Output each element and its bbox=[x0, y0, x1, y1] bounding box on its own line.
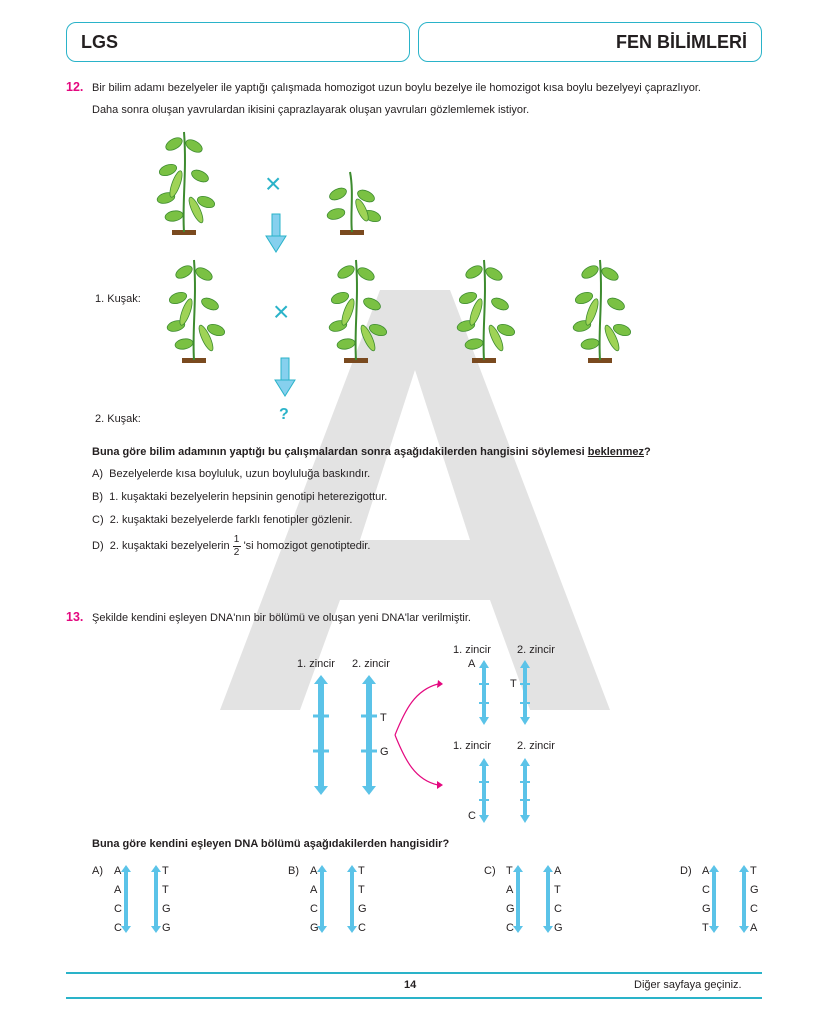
q13-number: 13. bbox=[66, 610, 84, 624]
bottom-base: C bbox=[468, 810, 476, 822]
option-letter: D) bbox=[680, 865, 692, 877]
base-right: G bbox=[162, 903, 171, 915]
gen1-plant bbox=[166, 260, 226, 363]
q12-line2: Daha sonra oluşan yavrulardan ikisini çaprazlayarak oluşan yavruları gözlemlemek istiyor. bbox=[92, 104, 530, 116]
cross-symbol-icon: × bbox=[265, 168, 282, 199]
option-text: 1. kuşaktaki bezelyelerin hepsinin genotipi heterezigottur. bbox=[109, 491, 388, 503]
fraction bbox=[233, 535, 241, 558]
q12-question bbox=[92, 445, 651, 459]
base-left: G bbox=[702, 903, 711, 915]
base-right: G bbox=[750, 884, 759, 896]
option-letter: C) bbox=[92, 514, 104, 526]
option-letter: A) bbox=[92, 865, 103, 877]
option-letter: B) bbox=[288, 865, 299, 877]
parent-tall-plant bbox=[156, 132, 216, 235]
base-left: C bbox=[702, 884, 710, 896]
base-left: T bbox=[506, 865, 513, 877]
base-right: T bbox=[162, 884, 169, 896]
base-right: T bbox=[162, 865, 169, 877]
option-letter: B) bbox=[92, 491, 103, 503]
base-left: T bbox=[702, 922, 709, 934]
q13-intro: Şekilde kendini eşleyen DNA'nın bir bölümü ve oluşan yeni DNA'lar verilmiştir. bbox=[92, 612, 471, 624]
base-right: G bbox=[358, 903, 367, 915]
q12-option-a[interactable] bbox=[92, 467, 370, 481]
next-page-text: Diğer sayfaya geçiniz. bbox=[634, 979, 742, 991]
q12-question-main: Buna göre bilim adamının yaptığı bu çalışmalardan sonra aşağıdakilerden hangisini söylemesi bbox=[92, 446, 588, 458]
q12-number: 12. bbox=[66, 80, 84, 94]
dna-strand-pair-icon bbox=[504, 864, 594, 936]
fraction-denominator: 2 bbox=[233, 546, 240, 558]
option-text: 2. kuşaktaki bezelyelerde farklı fenotipler gözlenir. bbox=[109, 514, 353, 526]
base-left: G bbox=[506, 903, 515, 915]
gen2-label: 2. Kuşak: bbox=[95, 413, 141, 425]
page-number: 14 bbox=[404, 979, 417, 991]
base-left: A bbox=[310, 865, 318, 877]
option-letter: C) bbox=[484, 865, 496, 877]
base-left: C bbox=[506, 922, 514, 934]
base-left: A bbox=[506, 884, 514, 896]
base-right: T bbox=[554, 884, 561, 896]
gen1-plant bbox=[328, 260, 388, 363]
base-right: T bbox=[358, 865, 365, 877]
base-left: C bbox=[310, 903, 318, 915]
base-left: G bbox=[310, 922, 319, 934]
option-text-after: 'si homozigot genotiptedir. bbox=[243, 540, 371, 552]
base-left: A bbox=[702, 865, 710, 877]
unknown-offspring: ? bbox=[279, 406, 289, 423]
q12-question-end: ? bbox=[644, 446, 651, 458]
base-left: C bbox=[114, 903, 122, 915]
option-letter: A) bbox=[92, 468, 103, 480]
base-right: A bbox=[750, 922, 758, 934]
gen1-plant bbox=[572, 260, 632, 363]
q12-option-b[interactable] bbox=[92, 490, 387, 504]
base-right: G bbox=[162, 922, 171, 934]
base-left: A bbox=[310, 884, 318, 896]
base-left: A bbox=[114, 865, 122, 877]
footer-line-top bbox=[66, 972, 762, 974]
base-right: T bbox=[358, 884, 365, 896]
option-text: 2. kuşaktaki bezelyelerin bbox=[109, 540, 230, 552]
q12-option-d[interactable] bbox=[92, 534, 370, 558]
base-right: A bbox=[554, 865, 562, 877]
down-arrow-icon bbox=[275, 358, 295, 396]
q13-option-d[interactable] bbox=[680, 864, 790, 936]
option-letter: D) bbox=[92, 540, 104, 552]
dna-strand-pair-icon bbox=[700, 864, 790, 936]
base-left: C bbox=[114, 922, 122, 934]
orig-base: G bbox=[380, 746, 389, 758]
q12-option-c[interactable] bbox=[92, 513, 352, 527]
exam-name: LGS bbox=[81, 31, 119, 52]
q13-question: Buna göre kendini eşleyen DNA bölümü aşağıdakilerden hangisidir? bbox=[92, 838, 450, 850]
option-text: Bezelyelerde kısa boyluluk, uzun boyluluğa baskındır. bbox=[109, 468, 371, 480]
fraction-numerator: 1 bbox=[233, 533, 240, 545]
cross-symbol-icon: × bbox=[273, 296, 290, 327]
plant-cross-diagram bbox=[0, 0, 828, 440]
bottom-chain2-label: 2. zincir bbox=[517, 740, 555, 752]
top-chain1-label: 1. zincir bbox=[453, 644, 491, 656]
q12-question-emph: beklenmez bbox=[587, 446, 645, 458]
orig-chain2-label: 2. zincir bbox=[352, 658, 390, 670]
orig-chain1-label: 1. zincir bbox=[297, 658, 335, 670]
base-right: T bbox=[750, 865, 757, 877]
bottom-chain1-label: 1. zincir bbox=[453, 740, 491, 752]
base-left: A bbox=[114, 884, 122, 896]
orig-base: T bbox=[380, 712, 387, 724]
base-right: C bbox=[750, 903, 758, 915]
footer-line-bottom bbox=[66, 997, 762, 999]
top-chain2-label: 2. zincir bbox=[517, 644, 555, 656]
base-right: C bbox=[358, 922, 366, 934]
gen1-plant bbox=[456, 260, 516, 363]
q12-line1: Bir bilim adamı bezelyeler ile yaptığı çalışmada homozigot uzun boylu bezelye ile homozigot kısa boylu bezelyeyi çaprazlıyor. bbox=[92, 82, 701, 94]
subject-name: FEN BİLİMLERİ bbox=[616, 31, 747, 52]
parent-short-plant bbox=[326, 172, 382, 235]
top-base: T bbox=[510, 678, 517, 690]
dna-strand-pair-icon bbox=[112, 864, 202, 936]
q13-option-c[interactable] bbox=[484, 864, 594, 936]
q13-option-a[interactable] bbox=[92, 864, 202, 936]
q13-option-b[interactable] bbox=[288, 864, 398, 936]
down-arrow-icon bbox=[266, 214, 286, 252]
base-right: G bbox=[554, 922, 563, 934]
base-right: C bbox=[554, 903, 562, 915]
dna-strand-pair-icon bbox=[308, 864, 398, 936]
gen1-label: 1. Kuşak: bbox=[95, 293, 141, 305]
top-base: A bbox=[468, 658, 476, 670]
